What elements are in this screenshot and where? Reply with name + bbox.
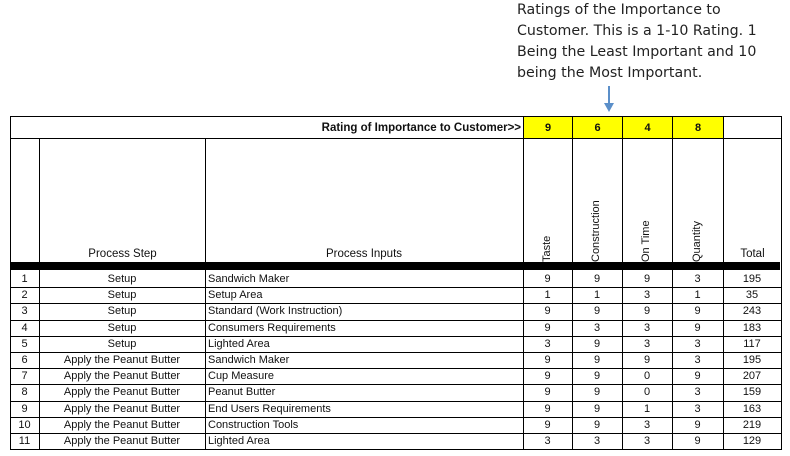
total-cell: 207 xyxy=(742,370,762,383)
score-cell: 9 xyxy=(694,435,701,448)
score-cell: 9 xyxy=(643,354,651,367)
process-input-cell: End Users Requirements xyxy=(208,402,331,415)
grid-line xyxy=(10,417,782,418)
score-cell: 9 xyxy=(593,402,601,415)
process-step-cell: Apply the Peanut Butter xyxy=(63,386,181,399)
score-cell: 9 xyxy=(694,370,701,383)
total-cell: 117 xyxy=(743,337,761,350)
row-number: 10 xyxy=(18,418,31,431)
process-input-cell: Lighted Area xyxy=(208,435,270,448)
score-cell: 3 xyxy=(643,337,651,350)
score-cell: 9 xyxy=(593,370,601,383)
score-cell: 3 xyxy=(544,435,551,448)
score-cell: 9 xyxy=(544,370,551,383)
process-step-cell: Setup xyxy=(107,305,137,318)
total-cell: 195 xyxy=(742,273,762,286)
process-step-cell: Apply the Peanut Butter xyxy=(63,354,181,367)
row-number: 9 xyxy=(21,402,28,415)
process-input-cell: Standard (Work Instruction) xyxy=(208,305,343,318)
process-step-cell: Setup xyxy=(107,289,137,302)
grid-line xyxy=(10,287,782,288)
grid-line xyxy=(723,116,724,449)
process-step-cell: Apply the Peanut Butter xyxy=(63,435,181,448)
grid-line xyxy=(10,368,782,369)
rating-cell: 4 xyxy=(623,117,672,138)
total-cell: 183 xyxy=(742,321,762,334)
grid-line xyxy=(10,433,782,434)
score-cell: 1 xyxy=(643,402,651,415)
criteria-header: Quantity xyxy=(690,221,703,262)
process-input-cell: Consumers Requirements xyxy=(208,321,336,334)
grid-line xyxy=(10,336,782,337)
score-cell: 3 xyxy=(643,435,651,448)
score-cell: 9 xyxy=(544,386,551,399)
process-step-cell: Setup xyxy=(107,337,137,350)
process-input-cell: Sandwich Maker xyxy=(208,273,290,286)
total-header: Total xyxy=(740,248,765,260)
score-cell: 9 xyxy=(593,354,601,367)
row-number: 6 xyxy=(21,354,28,367)
process-step-cell: Apply the Peanut Butter xyxy=(63,402,181,415)
score-cell: 9 xyxy=(544,305,551,318)
score-cell: 1 xyxy=(694,289,701,302)
process-step-cell: Setup xyxy=(107,273,137,286)
process-input-cell: Construction Tools xyxy=(208,418,299,431)
process-input-cell: Cup Measure xyxy=(208,370,275,383)
score-cell: 1 xyxy=(593,289,601,302)
grid-line xyxy=(10,384,782,385)
criteria-header: On Time xyxy=(640,220,652,262)
score-cell: 3 xyxy=(643,418,651,431)
score-cell: 1 xyxy=(544,289,551,302)
score-cell: 9 xyxy=(544,321,551,334)
score-cell: 9 xyxy=(544,402,551,415)
score-cell: 9 xyxy=(544,273,551,286)
score-cell: 9 xyxy=(593,337,601,350)
row-number: 8 xyxy=(21,386,28,399)
score-cell: 3 xyxy=(544,337,551,350)
grid-line xyxy=(572,116,573,449)
grid-line xyxy=(10,449,782,450)
rating-cell: 6 xyxy=(573,117,622,138)
score-cell: 3 xyxy=(643,289,651,302)
grid-line xyxy=(10,303,782,304)
process-step-header: Process Step xyxy=(88,248,157,260)
score-cell: 0 xyxy=(643,386,651,399)
score-cell: 9 xyxy=(593,386,601,399)
score-cell: 3 xyxy=(694,273,701,286)
process-step-cell: Apply the Peanut Butter xyxy=(63,418,181,431)
grid-line xyxy=(10,116,11,449)
rating-cell: 8 xyxy=(673,117,723,138)
score-cell: 3 xyxy=(694,354,701,367)
arrow-head-icon xyxy=(604,103,614,112)
grid-line xyxy=(10,138,782,139)
grid-line xyxy=(205,138,206,449)
score-cell: 9 xyxy=(643,305,651,318)
process-input-cell: Lighted Area xyxy=(208,337,270,350)
process-input-cell: Sandwich Maker xyxy=(208,354,290,367)
rating-cell: 9 xyxy=(524,117,572,138)
row-number: 4 xyxy=(21,321,28,334)
total-cell: 129 xyxy=(742,435,762,448)
score-cell: 3 xyxy=(593,321,601,334)
total-cell: 243 xyxy=(742,305,762,318)
score-cell: 9 xyxy=(593,273,601,286)
total-cell: 159 xyxy=(742,386,762,399)
score-cell: 9 xyxy=(643,273,651,286)
grid-line xyxy=(10,116,782,117)
total-cell: 35 xyxy=(745,289,759,302)
total-cell: 195 xyxy=(742,354,762,367)
score-cell: 9 xyxy=(593,418,601,431)
score-cell: 9 xyxy=(544,354,551,367)
process-input-cell: Setup Area xyxy=(208,289,263,302)
process-step-cell: Apply the Peanut Butter xyxy=(63,370,181,383)
score-cell: 3 xyxy=(643,321,651,334)
rating-label: Rating of Importance to Customer>> xyxy=(321,121,521,134)
process-input-cell: Peanut Butter xyxy=(208,386,276,399)
grid-line xyxy=(622,116,623,449)
process-inputs-header: Process Inputs xyxy=(325,248,403,260)
score-cell: 9 xyxy=(694,418,701,431)
grid-line xyxy=(10,352,782,353)
row-number: 3 xyxy=(21,305,28,318)
score-cell: 9 xyxy=(544,418,551,431)
grid-line xyxy=(781,116,782,449)
process-step-cell: Setup xyxy=(107,321,137,334)
row-number: 5 xyxy=(21,337,28,350)
score-cell: 3 xyxy=(694,337,701,350)
criteria-header: Taste xyxy=(540,235,553,262)
total-cell: 163 xyxy=(742,402,762,415)
score-cell: 9 xyxy=(694,321,701,334)
header-divider-bar xyxy=(10,262,780,270)
score-cell: 3 xyxy=(593,435,601,448)
row-number: 7 xyxy=(21,370,28,383)
score-cell: 0 xyxy=(643,370,651,383)
criteria-header: Construction xyxy=(590,200,602,262)
row-number: 11 xyxy=(18,435,31,448)
score-cell: 9 xyxy=(593,305,601,318)
row-number: 2 xyxy=(21,289,28,302)
total-cell: 219 xyxy=(742,418,762,431)
score-cell: 3 xyxy=(694,386,701,399)
annotation-text: Ratings of the Importance to Customer. This is a 1-10 Rating. 1 Being the Least Important and 10 being the Most Important. xyxy=(517,2,757,81)
row-number: 1 xyxy=(21,273,28,286)
grid-line xyxy=(10,320,782,321)
grid-line xyxy=(10,401,782,402)
grid-line xyxy=(672,116,673,449)
grid-line xyxy=(523,116,524,449)
grid-line xyxy=(39,138,40,449)
score-cell: 3 xyxy=(694,402,701,415)
score-cell: 9 xyxy=(694,305,701,318)
